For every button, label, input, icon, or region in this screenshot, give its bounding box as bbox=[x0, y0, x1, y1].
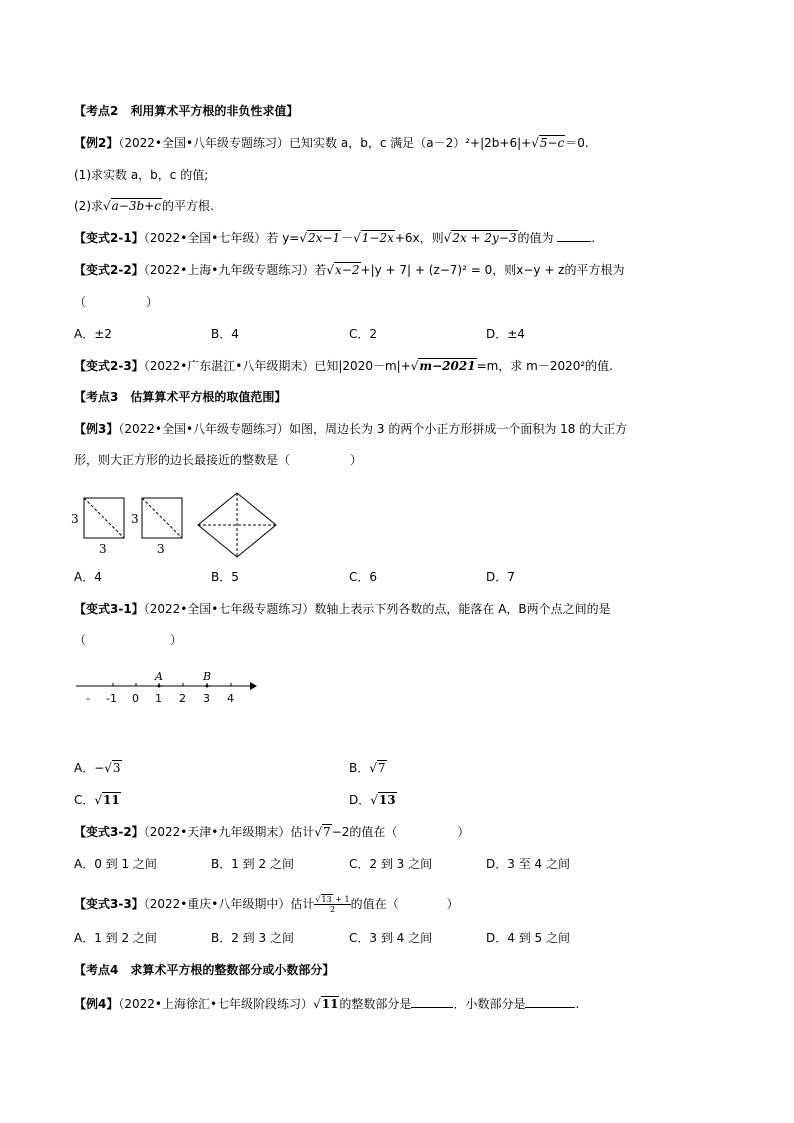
answer-blank-integer[interactable] bbox=[411, 1007, 453, 1008]
bottom-label-1: 3 bbox=[99, 542, 107, 556]
example-text-end: ＝0. bbox=[565, 136, 589, 150]
variant-text: （2022•上海•九年级专题练习）若 bbox=[143, 263, 327, 277]
small-square-2 bbox=[142, 498, 182, 538]
variant-tag: 【变式2-3】 bbox=[74, 359, 144, 373]
answer-paren: （ ） bbox=[74, 633, 183, 647]
section-heading-4: 【考点4 求算术平方根的整数部分或小数部分】 bbox=[74, 963, 335, 977]
radical: √1−2x bbox=[353, 231, 394, 245]
variant-text-end: −2的值在（ ） bbox=[331, 825, 470, 839]
section-heading-3: 【考点3 估算算术平方根的取值范围】 bbox=[74, 390, 287, 404]
example-text-end: . bbox=[575, 997, 580, 1011]
variant-text-end: 的值在（ ） bbox=[350, 897, 459, 911]
example-tag: 【例3】 bbox=[74, 422, 119, 436]
question-1: (1)求实数 a，b，c 的值; bbox=[74, 168, 209, 182]
variant-tag: 【变式3-1】 bbox=[74, 602, 144, 616]
variant-2-3 bbox=[74, 358, 613, 374]
option-d[interactable]: D．√13 bbox=[349, 793, 396, 807]
option-c[interactable]: C．√11 bbox=[74, 793, 120, 807]
variant-2-2 bbox=[74, 262, 624, 278]
tick-label: 0 bbox=[132, 692, 139, 705]
option-c[interactable]: C．2 到 3 之间 bbox=[349, 857, 433, 871]
variant-tag: 【变式2-2】 bbox=[74, 263, 144, 277]
diagonal-1 bbox=[84, 498, 124, 538]
example-tag: 【例2】 bbox=[74, 136, 119, 150]
radical: √2x−1 bbox=[299, 231, 341, 245]
label-a: A bbox=[155, 670, 163, 683]
radical: √a−3b+c bbox=[103, 199, 161, 213]
option-b[interactable]: B．5 bbox=[211, 570, 239, 584]
section-heading-2: 【考点2 利用算术平方根的非负性求值】 bbox=[74, 104, 299, 118]
variant-3-1 bbox=[74, 601, 611, 617]
option-c[interactable]: C．2 bbox=[349, 327, 378, 341]
radical: √m−2021 bbox=[410, 359, 476, 373]
option-d[interactable]: D．4 到 5 之间 bbox=[486, 931, 570, 945]
minus: － bbox=[341, 231, 354, 245]
squares-figure bbox=[70, 492, 285, 562]
side-label-1: 3 bbox=[71, 512, 79, 526]
point-a bbox=[158, 685, 161, 688]
option-d[interactable]: D．±4 bbox=[486, 327, 525, 341]
option-b[interactable]: B．1 到 2 之间 bbox=[211, 857, 294, 871]
variant-text-end: . bbox=[591, 231, 596, 245]
variant-tag: 【变式2-1】 bbox=[74, 231, 144, 245]
tick-label: 1 bbox=[155, 692, 162, 705]
label-b: B bbox=[203, 670, 212, 683]
bottom-label-2: 3 bbox=[157, 542, 165, 556]
radical: √7 bbox=[314, 825, 331, 839]
example-3-line-2: 形，则大正方形的边长最接近的整数是（ ） bbox=[74, 453, 363, 467]
option-c[interactable]: C．6 bbox=[349, 570, 378, 584]
variant-3-2 bbox=[74, 824, 469, 840]
variant-text: （2022•全国•七年级）若 y= bbox=[143, 231, 300, 245]
variant-tag: 【变式3-3】 bbox=[74, 897, 144, 911]
radical: √5−c bbox=[531, 136, 565, 150]
option-a[interactable]: A．4 bbox=[74, 570, 102, 584]
radical: √2x + 2y−3 bbox=[443, 231, 517, 245]
example-text: （2022•全国•八年级专题练习）已知实数 a，b，c 满足（a－2）²+|2b+6|+ bbox=[118, 136, 532, 150]
answer-blank-decimal[interactable] bbox=[525, 1007, 575, 1008]
option-d[interactable]: D．3 至 4 之间 bbox=[486, 857, 570, 871]
option-a[interactable]: A．1 到 2 之间 bbox=[74, 931, 157, 945]
tick-label: -1 bbox=[106, 692, 117, 705]
example-text: （2022•全国•八年级专题练习）如图，周边长为 3 的两个小正方形拼成一个面积为 18 的大正方 bbox=[118, 422, 628, 436]
option-b[interactable]: B．2 到 3 之间 bbox=[211, 931, 294, 945]
example-text: （2022•上海徐汇•七年级阶段练习） bbox=[118, 997, 314, 1011]
side-label-2: 3 bbox=[131, 512, 139, 526]
option-d[interactable]: D．7 bbox=[486, 570, 515, 584]
example-tag: 【例4】 bbox=[74, 997, 119, 1011]
tick-label: - bbox=[86, 692, 90, 705]
fraction: $\frac{√13 + 1}{2}$ bbox=[315, 895, 350, 914]
option-a[interactable]: A．±2 bbox=[74, 327, 112, 341]
example-2-line bbox=[74, 135, 589, 151]
variant-text: （2022•重庆•八年级期中）估计 bbox=[143, 897, 315, 911]
radical: √11 bbox=[313, 997, 339, 1011]
answer-paren: （ ） bbox=[74, 295, 159, 309]
option-a[interactable]: A．−√3 bbox=[74, 761, 121, 775]
variant-3-3 bbox=[74, 894, 459, 914]
variant-text: （2022•天津•九年级期末）估计 bbox=[143, 825, 315, 839]
question-2 bbox=[74, 198, 214, 214]
option-a[interactable]: A．0 到 1 之间 bbox=[74, 857, 157, 871]
small-square-1 bbox=[84, 498, 124, 538]
example-3-line-1 bbox=[74, 421, 627, 437]
number-line bbox=[70, 666, 260, 708]
variant-2-1 bbox=[74, 230, 595, 246]
example-4-line bbox=[74, 996, 579, 1012]
option-c[interactable]: C．3 到 4 之间 bbox=[349, 931, 433, 945]
answer-blank[interactable] bbox=[557, 241, 591, 242]
tick-label: 2 bbox=[179, 692, 186, 705]
example-text: ．小数部分是 bbox=[453, 997, 526, 1011]
variant-text: +6x，则 bbox=[394, 231, 444, 245]
option-b[interactable]: B．√7 bbox=[349, 761, 386, 775]
diagonal-2 bbox=[142, 498, 182, 538]
option-b[interactable]: B．4 bbox=[211, 327, 239, 341]
point-b bbox=[206, 685, 209, 688]
axis-arrow bbox=[250, 682, 257, 690]
variant-text: +|y + 7| + (z−7)² = 0，则x−y + z的平方根为 bbox=[360, 263, 625, 277]
tick-label: 4 bbox=[227, 692, 234, 705]
variant-text: 的值为 bbox=[517, 231, 554, 245]
variant-text-end: =m，求 m－2020²的值. bbox=[476, 359, 613, 373]
variant-tag: 【变式3-2】 bbox=[74, 825, 144, 839]
question-text-end: 的平方根. bbox=[161, 199, 214, 213]
question-text: (2)求 bbox=[74, 199, 103, 213]
tick-label: 3 bbox=[203, 692, 210, 705]
variant-text: （2022•全国•七年级专题练习）数轴上表示下列各数的点，能落在 A，B两个点之间的是 bbox=[143, 602, 611, 616]
example-text: 的整数部分是 bbox=[339, 997, 412, 1011]
radical: √x−2 bbox=[326, 263, 360, 277]
variant-text: （2022•广东湛江•八年级期末）已知|2020－m|+ bbox=[143, 359, 411, 373]
